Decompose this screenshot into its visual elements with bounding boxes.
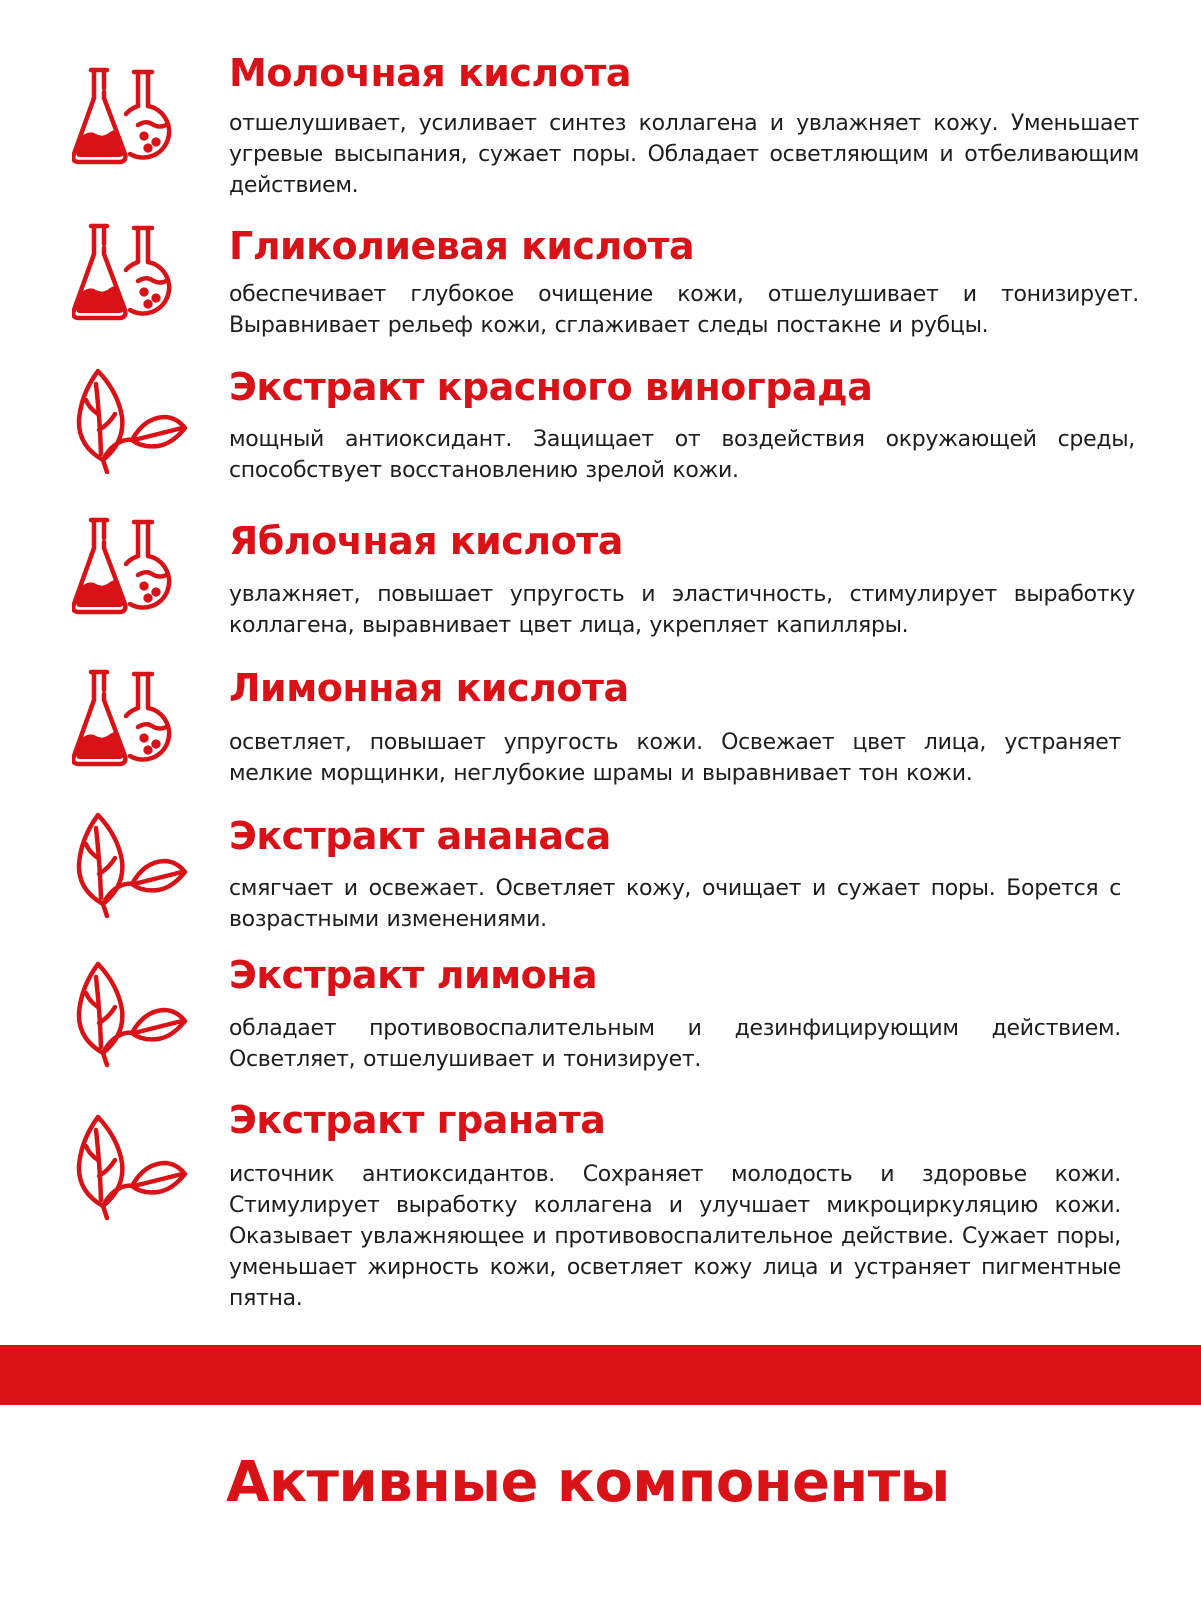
ingredient-description: отшелушивает, усиливает синтез коллагена и увлажняет кожу. Уменьшает угревые высыпания, сужает поры. Обладает осветляющим и отбеливающим действием. (229, 111, 1139, 198)
ingredient-description: источник антиоксидантов. Сохраняет молодость и здоровье кожи. Стимулирует выработку коллагена и улучшает микроциркуляцию кожи. Оказывает увлажняющее и противовоспалительное действие. Сужает поры, уменьшает жирность кожи, осветляет кожу лица и устраняет пигментные пятна. (229, 1162, 1121, 1311)
page-title: Активные компоненты (226, 1450, 950, 1515)
red-divider-band (0, 1345, 1201, 1405)
leaf-sprout-icon (72, 955, 188, 1071)
ingredient-title: Экстракт граната (229, 1098, 606, 1142)
leaf-sprout-icon (72, 806, 188, 922)
ingredient-title: Экстракт лимона (229, 953, 598, 997)
ingredient-title: Лимонная кислота (229, 666, 629, 710)
leaf-sprout-icon (72, 1108, 188, 1224)
ingredient-description: мощный антиоксидант. Защищает от воздействия окружающей среды, способствует восстановлению зрелой кожи. (229, 427, 1135, 483)
ingredient-title: Гликолиевая кислота (229, 224, 695, 268)
ingredient-description: обладает противовоспалительным и дезинфицирующим действием. Осветляет, отшелушивает и тонизирует. (229, 1016, 1121, 1072)
flasks-icon (72, 664, 188, 780)
ingredient-description: обеспечивает глубокое очищение кожи, отшелушивает и тонизирует. Выравнивает рельеф кожи, сглаживает следы постакне и рубцы. (229, 282, 1139, 338)
ingredient-description: смягчает и освежает. Осветляет кожу, очищает и сужает поры. Борется с возрастными изменениями. (229, 876, 1121, 932)
flasks-icon (72, 62, 188, 178)
ingredient-description: осветляет, повышает упругость кожи. Освежает цвет лица, устраняет мелкие морщинки, неглубокие шрамы и выравнивает тон кожи. (229, 730, 1121, 786)
flasks-icon (72, 512, 188, 628)
ingredient-title: Экстракт красного винограда (229, 365, 873, 409)
flasks-icon (72, 218, 188, 334)
ingredient-description: увлажняет, повышает упругость и эластичность, стимулирует выработку коллагена, выравнивает цвет лица, укрепляет капилляры. (229, 582, 1135, 638)
leaf-sprout-icon (72, 362, 188, 478)
ingredient-title: Яблочная кислота (229, 519, 623, 563)
ingredient-title: Экстракт ананаса (229, 814, 611, 858)
ingredient-title: Молочная кислота (229, 51, 632, 95)
